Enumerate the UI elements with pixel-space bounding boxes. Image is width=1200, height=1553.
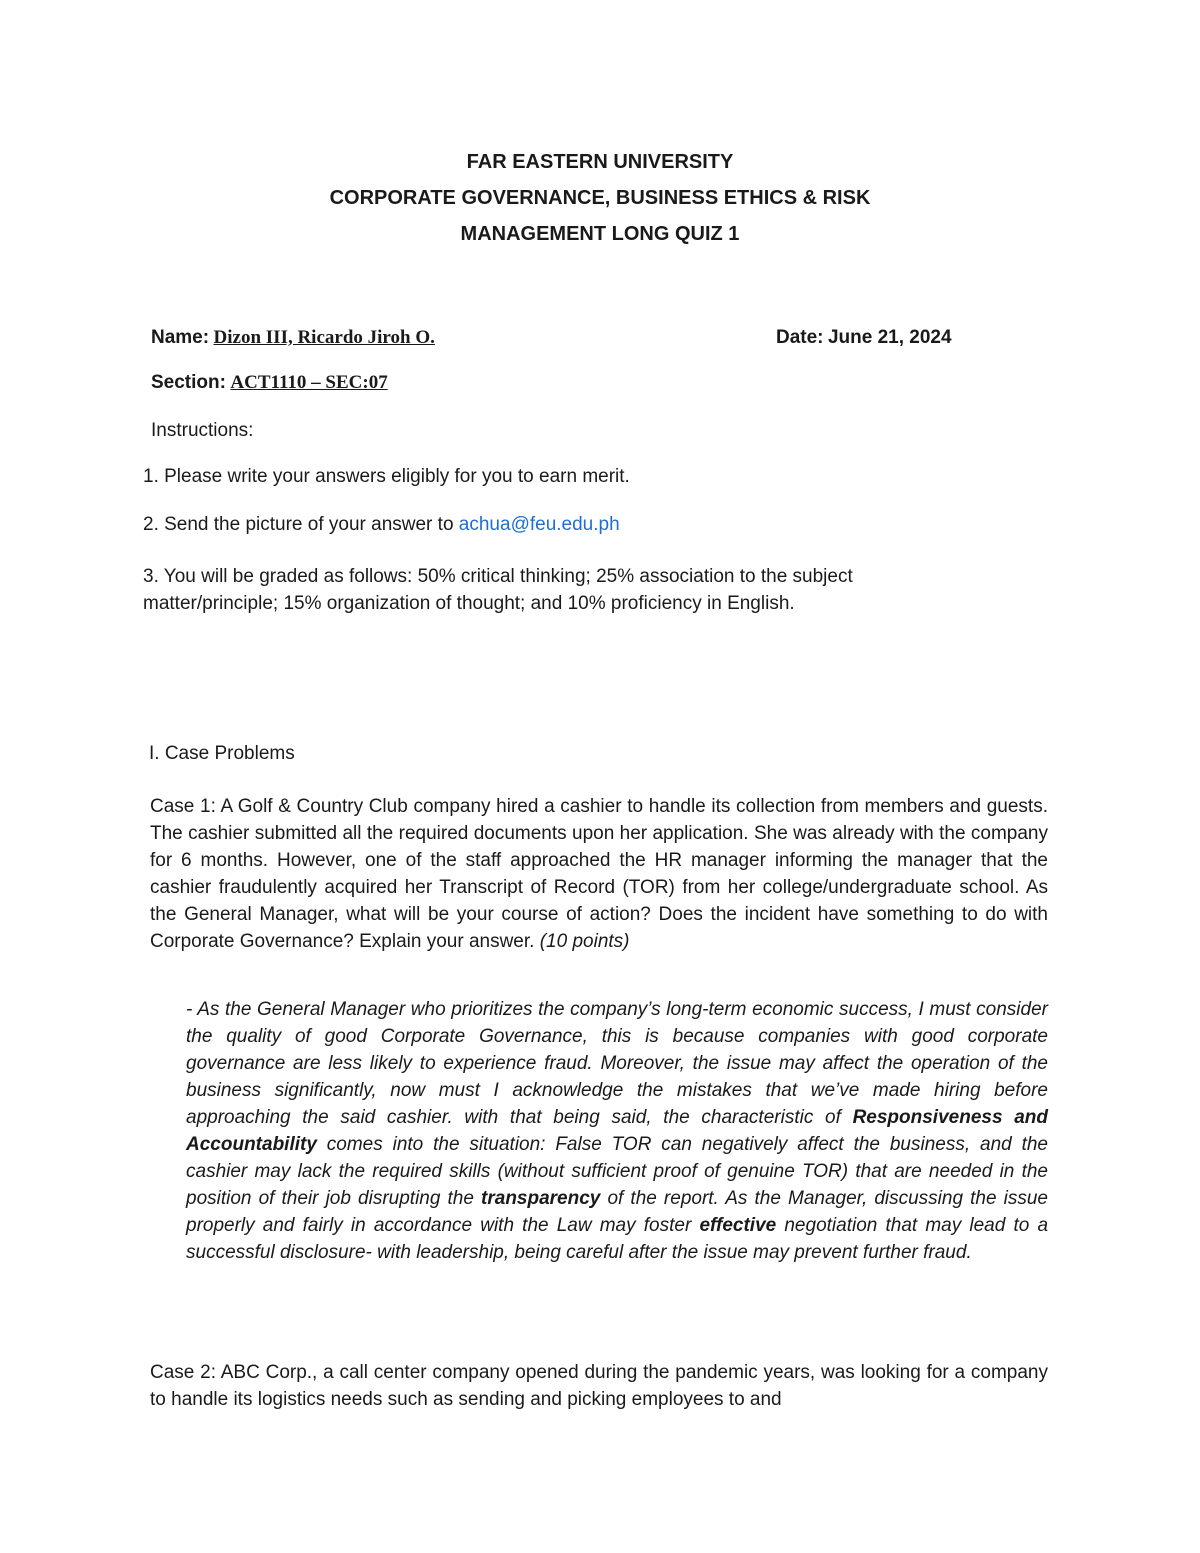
- case1-answer-part4: negotiation that may lead to a successful disclosure- with leadership, being careful after the issue may prevent further fraud.: [186, 1215, 1049, 1263]
- instructor-email-link[interactable]: achua@feu.edu.ph: [458, 514, 620, 535]
- instruction-item-3-line1: 3. You will be graded as follows: 50% critical thinking; 25% association to the subject: [143, 566, 853, 587]
- date-label: Date:: [776, 327, 824, 348]
- section-heading: I. Case Problems: [149, 743, 295, 764]
- instruction-item-3: [143, 563, 853, 617]
- case1-answer-bold-effective: effective: [699, 1215, 777, 1236]
- case1-answer-bold-transparency: transparency: [481, 1188, 601, 1209]
- date-row: [776, 327, 952, 349]
- instruction-item-2-text: 2. Send the picture of your answer to: [143, 514, 459, 535]
- name-row: [151, 327, 435, 349]
- instructions-heading: Instructions:: [151, 420, 254, 441]
- section-label: Section:: [151, 372, 226, 393]
- section-row: [151, 372, 388, 394]
- case1-question-text: Case 1: A Golf & Country Club company hired a cashier to handle its collection from members and guests. The cashier submitted all the required documents upon her application. She was already with the company for 6 months. However, one of the staff approached the HR manager informing the manager that the cashier fraudulently acquired her Transcript of Record (TOR) from her college/undergraduate school. As the General Manager, what will be your course of action? Does the incident have something to do with Corporate Governance? Explain your answer.: [150, 796, 1048, 952]
- date-value: June 21, 2024: [827, 327, 952, 348]
- course-title-line1: CORPORATE GOVERNANCE, BUSINESS ETHICS & RISK: [329, 187, 871, 209]
- case2-question-text: Case 2: ABC Corp., a call center company opened during the pandemic years, was looking for a company to handle its logistics needs such as sending and picking employees to and: [150, 1362, 1048, 1410]
- course-title-line2: MANAGEMENT LONG QUIZ 1: [460, 223, 740, 245]
- case1-points: (10 points): [539, 931, 630, 952]
- section-value: ACT1110 – SEC:07: [230, 372, 388, 393]
- name-label: Name:: [151, 327, 210, 348]
- document-title: [0, 144, 1200, 252]
- case2-question: [150, 1359, 1048, 1413]
- instruction-item-1: 1. Please write your answers eligibly for you to earn merit.: [143, 466, 630, 487]
- case1-answer-part3: of the report. As the Manager, discussing the issue properly and fairly in accordance with the Law may foster: [186, 1188, 1048, 1236]
- university-name: FAR EASTERN UNIVERSITY: [466, 151, 734, 173]
- name-value: Dizon III, Ricardo Jiroh O.: [213, 327, 435, 348]
- case1-answer: [186, 996, 1048, 1266]
- case1-answer-bold-responsiveness: Responsiveness and Accountability: [186, 1107, 1048, 1155]
- instruction-item-2: [143, 511, 620, 538]
- case1-answer-part2: comes into the situation: False TOR can negatively affect the business, and the cashier may lack the required skills (without sufficient proof of genuine TOR) that are needed in the position of their job disrupting the: [186, 1134, 1048, 1209]
- case1-question: [150, 793, 1048, 955]
- instruction-item-3-line2: matter/principle; 15% organization of thought; and 10% proficiency in English.: [143, 593, 795, 614]
- case1-answer-part1: - As the General Manager who prioritizes the company’s long-term economic success, I must consider the quality of good Corporate Governance, this is because companies with good corporate governance are less likely to experience fraud. Moreover, the issue may affect the operation of the business significantly, now must I acknowledge the mistakes that we’ve made hiring before approaching the said cashier. with that being said, the characteristic of: [186, 999, 1048, 1128]
